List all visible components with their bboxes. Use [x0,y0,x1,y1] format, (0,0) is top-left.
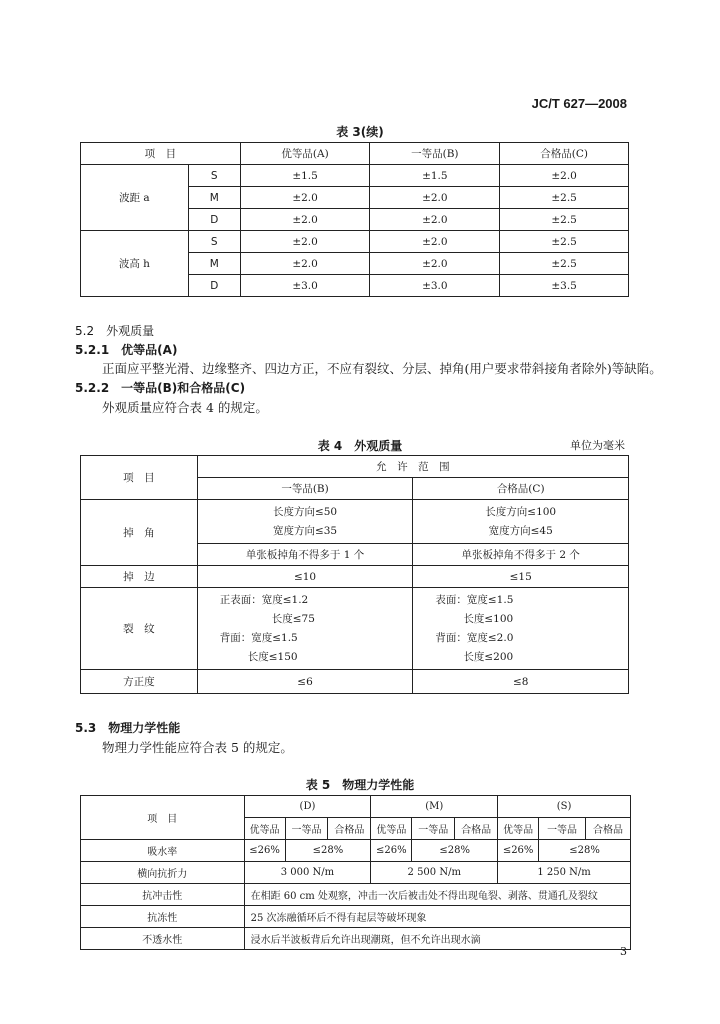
cell-a: ±2.0 [240,253,370,275]
water-m2: ≤28% [412,840,498,862]
section-5-2-heading: 5.2 外观质量 [75,324,155,338]
row-code: M [188,253,240,275]
grade-header: 合格品 [586,818,631,840]
water-label: 吸水率 [81,840,245,862]
cell-c: ±3.5 [500,275,629,297]
table3 [80,142,629,297]
crack-b-line: 长度≤150 [247,650,298,663]
grade-header: 一等品 [285,818,328,840]
cell-c: ±2.5 [500,187,629,209]
row-code: D [188,275,240,297]
table4-caption: 表 4 外观质量 [317,439,403,453]
grade-header: 一等品 [539,818,586,840]
table4-header-c: 合格品(C) [413,478,629,500]
crack-c-line: 长度≤100 [463,612,514,625]
section-5-2-2-text: 外观质量应符合表 4 的规定。 [102,400,268,415]
water-d1: ≤26% [244,840,285,862]
grade-header: 一等品 [412,818,455,840]
crack-b-line: 长度≤75 [271,612,315,625]
cell-b: ±2.0 [370,253,500,275]
impermeability-text: 浸水后半波板背后允许出现潮斑，但不允许出现水滴 [244,928,630,950]
water-m1: ≤26% [371,840,412,862]
water-d2: ≤28% [285,840,371,862]
corner-b-note: 单张板掉角不得多于 1 个 [197,544,413,566]
section-5-3-text: 物理力学性能应符合表 5 的规定。 [102,740,293,755]
corner-b-line: 长度方向≤50 [272,505,338,518]
water-s2: ≤28% [539,840,631,862]
row-code: S [188,165,240,187]
table3-header-b: 一等品(B) [370,143,500,165]
impermeability-label: 不透水性 [81,928,245,950]
edge-b: ≤10 [197,566,413,588]
water-s1: ≤26% [498,840,539,862]
table4 [80,455,629,694]
cell-a: ±2.0 [240,209,370,231]
corner-c-line: 长度方向≤100 [485,505,557,518]
page-number: 3 [620,945,627,958]
section-5-2-1-text: 正面应平整光滑、边缘整齐、四边方正，不应有裂纹、分层、掉角(用户要求带斜接角者除外)等缺陷。 [102,361,662,376]
crack-label: 裂 纹 [81,588,198,670]
cell-b: ±2.0 [370,187,500,209]
cell-c: ±2.5 [500,253,629,275]
squareness-c: ≤8 [413,670,629,694]
corner-b-line: 宽度方向≤35 [272,524,338,537]
squareness-label: 方正度 [81,670,198,694]
table4-header-b: 一等品(B) [197,478,413,500]
group-label: 波距 a [81,165,189,231]
table3-header-a: 优等品(A) [240,143,370,165]
corner-b-cell [197,500,413,544]
section-5-3-heading: 5.3 物理力学性能 [75,721,181,735]
grade-header: 合格品 [455,818,498,840]
crack-c-line: 表面：宽度≤1.5 [435,593,514,606]
grade-header: 优等品 [498,818,539,840]
squareness-b: ≤6 [197,670,413,694]
cell-a: ±2.0 [240,231,370,253]
cell-b: ±1.5 [370,165,500,187]
table5-header-item: 项 目 [81,796,245,840]
frost-text: 25 次冻融循环后不得有起层等破坏现象 [244,906,630,928]
table3-header-c: 合格品(C) [500,143,629,165]
cell-a: ±1.5 [240,165,370,187]
row-code: D [188,209,240,231]
table4-header-item: 项 目 [81,456,198,500]
table5-caption: 表 5 物理力学性能 [305,778,415,792]
edge-label: 掉 边 [81,566,198,588]
table5-header-s: (S) [498,796,631,818]
table4-unit: 单位为毫米 [570,439,625,452]
table3-caption: 表 3(续) [336,125,384,139]
bending-s: 1 250 N/m [498,862,631,884]
standard-code: JC/T 627—2008 [531,96,627,111]
impact-text: 在相距 60 cm 处观察，冲击一次后被击处不得出现龟裂、剥落、贯通孔及裂纹 [244,884,630,906]
grade-header: 优等品 [371,818,412,840]
bending-m: 2 500 N/m [371,862,498,884]
cell-c: ±2.5 [500,231,629,253]
cell-a: ±3.0 [240,275,370,297]
cell-b: ±3.0 [370,275,500,297]
bending-d: 3 000 N/m [244,862,371,884]
grade-header: 合格品 [328,818,371,840]
crack-c-line: 背面：宽度≤2.0 [435,631,514,644]
table5 [80,795,631,950]
crack-b-line: 背面：宽度≤1.5 [219,631,298,644]
table3-header-item: 项 目 [81,143,241,165]
corner-label: 掉 角 [81,500,198,566]
row-code: S [188,231,240,253]
corner-c-cell [413,500,629,544]
crack-c-cell [413,588,629,670]
cell-b: ±2.0 [370,231,500,253]
crack-b-cell [197,588,413,670]
row-code: M [188,187,240,209]
edge-c: ≤15 [413,566,629,588]
cell-c: ±2.5 [500,209,629,231]
bending-label: 横向抗折力 [81,862,245,884]
cell-c: ±2.0 [500,165,629,187]
section-5-2-2-heading: 5.2.2 一等品(B)和合格品(C) [75,381,246,395]
crack-c-line: 长度≤200 [463,650,514,663]
cell-b: ±2.0 [370,209,500,231]
cell-a: ±2.0 [240,187,370,209]
corner-c-line: 宽度方向≤45 [488,524,553,537]
frost-label: 抗冻性 [81,906,245,928]
grade-header: 优等品 [244,818,285,840]
table5-header-d: (D) [244,796,371,818]
table4-header-allowed: 允 许 范 围 [197,456,628,478]
corner-c-note: 单张板掉角不得多于 2 个 [413,544,629,566]
section-5-2-1-heading: 5.2.1 优等品(A) [75,343,178,357]
crack-b-line: 正表面：宽度≤1.2 [219,593,309,606]
table5-header-m: (M) [371,796,498,818]
impact-label: 抗冲击性 [81,884,245,906]
group-label: 波高 h [81,231,189,297]
